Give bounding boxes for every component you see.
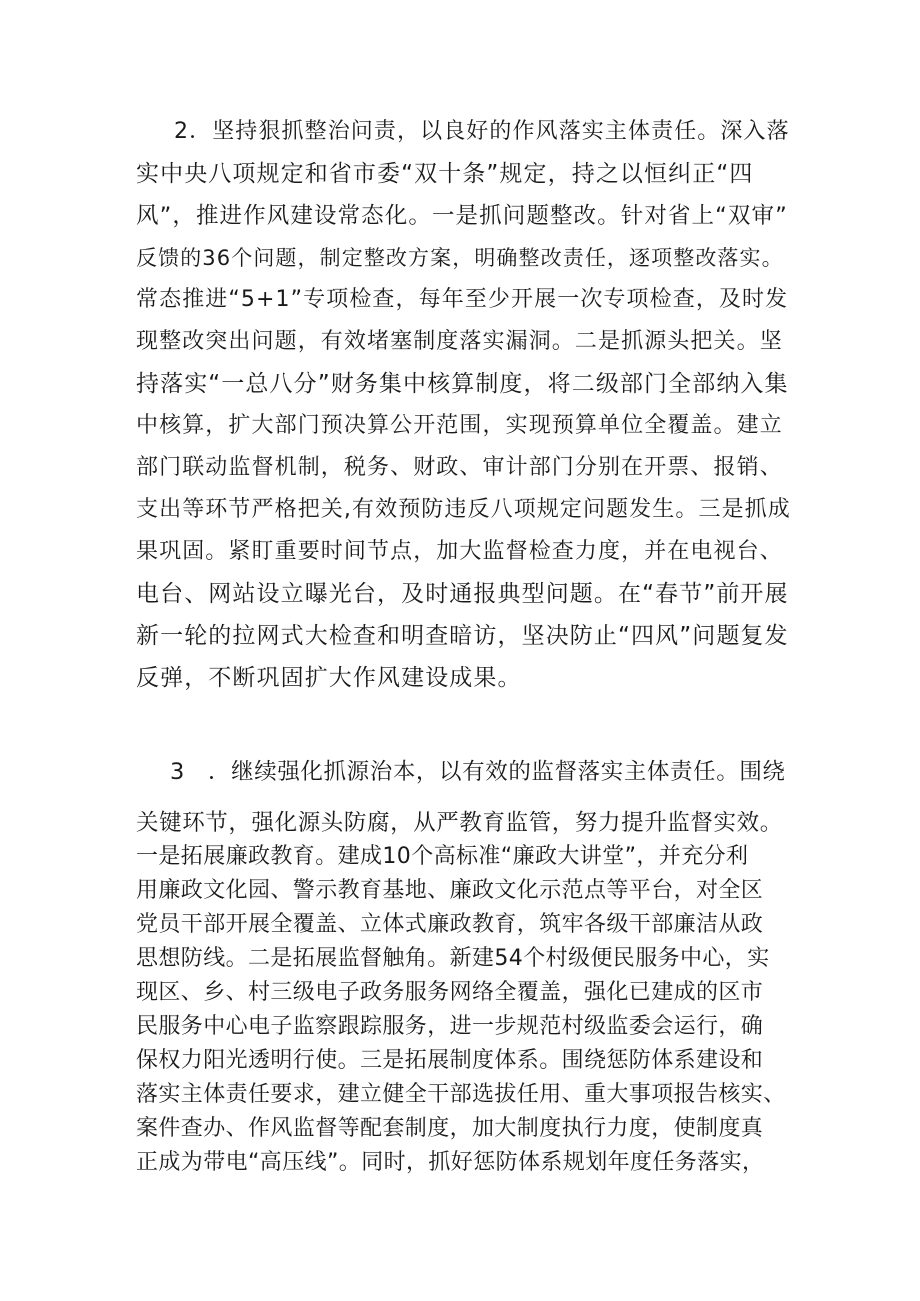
paragraph-line: 风”，推进作风建设常态化。一是抓问题整改。针对省上“双审”: [136, 203, 788, 229]
paragraph-line: 用廉政文化园、警示教育基地、廉政文化示范点等平台，对全区: [136, 878, 764, 903]
paragraph-line: 3 ．继续强化抓源治本，以有效的监督落实主体责任。围绕: [170, 759, 786, 785]
paragraph-line: 部门联动监督机制，税务、财政、审计部门分别在开票、报销、: [136, 455, 783, 480]
paragraph-line: 新一轮的拉网式大检查和明查暗访，坚决防止“四风”问题复发: [136, 623, 789, 649]
paragraph-line: 反弹，不断巩固扩大作风建设成果。: [136, 665, 522, 691]
paragraph-line: 思想防线。二是拓展监督触角。新建54个村级便民服务中心，实: [136, 946, 770, 971]
paragraph-line: 实中央八项规定和省市委“双十条”规定，持之以恒纠正“四: [136, 161, 754, 187]
paragraph-line: 持落实“一总八分”财务集中核算制度，将二级部门全部纳入集: [136, 371, 789, 397]
paragraph-line: 保权力阳光透明行使。三是拓展制度体系。围绕惩防体系建设和: [136, 1048, 764, 1073]
paragraph-line: 常态推进“5+1”专项检查，每年至少开展一次专项检查，及时发: [136, 287, 789, 312]
paragraph-line: 现区、乡、村三级电子政务服务网络全覆盖，强化已建成的区市: [136, 980, 764, 1005]
paragraph-line: 电台、网站设立曝光台，及时通报典型问题。在“春节”前开展: [136, 581, 789, 607]
paragraph-line: 正成为带电“高压线”。同时，抓好惩防体系规划年度任务落实，: [136, 1150, 765, 1175]
paragraph-line: 关键环节，强化源头防腐，从严教育监管，努力提升监督实效。: [136, 810, 783, 836]
paragraph-line: 落实主体责任要求，建立健全干部选拔任用、重大事项报告核实、: [136, 1082, 786, 1107]
paragraph-line: 现整改突出问题，有效堵塞制度落实漏洞。二是抓源头把关。坚: [136, 329, 783, 354]
paragraph-line: 2．坚持狠抓整治问责，以良好的作风落实主体责任。深入落: [174, 119, 790, 144]
paragraph-line: 反馈的36个问题，制定整改方案，明确整改责任，逐项整改落实。: [136, 246, 784, 270]
paragraph-line: 案件查办、作风监督等配套制度，加大制度执行力度，使制度真: [136, 1116, 764, 1141]
paragraph-line: 支出等环节严格把关,有效预防违反八项规定问题发生。三是抓成: [136, 497, 791, 522]
paragraph-line: 中核算，扩大部门预决算公开范围，实现预算单位全覆盖。建立: [136, 413, 783, 438]
paragraph-line: 果巩固。紧盯重要时间节点，加大监督检查力度，并在电视台、: [136, 539, 783, 564]
paragraph-line: 民服务中心电子监察跟踪服务，进一步规范村级监委会运行，确: [136, 1014, 764, 1039]
paragraph-line: 党员干部开展全覆盖、立体式廉政教育，筑牢各级干部廉洁从政: [136, 912, 764, 937]
paragraph-line: 一是拓展廉政教育。建成10个高标准“廉政大讲堂”，并充分利: [136, 844, 749, 869]
